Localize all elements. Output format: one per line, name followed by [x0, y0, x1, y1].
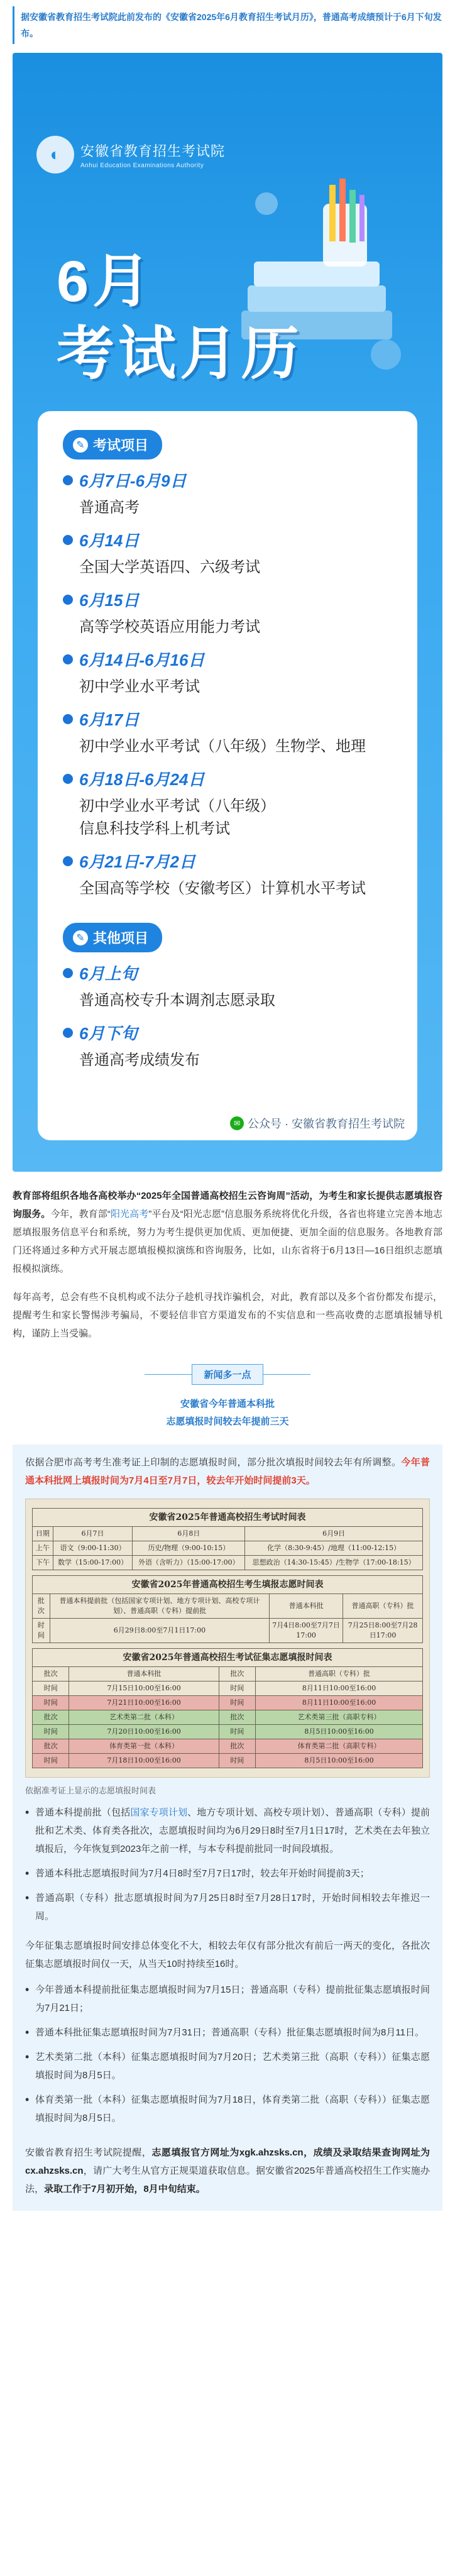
- exam-item: [63, 528, 398, 579]
- exam-desc: 普通高考: [79, 499, 140, 516]
- date-dot-icon: [63, 968, 73, 978]
- exam-item: [63, 468, 398, 519]
- paragraph-consult-week: 教育部将组织各地各高校举办“2025年全国普通高校招生云咨询周”活动，为考生和家长提供志愿填报咨询服务。今年，教育部“阳光高考”平台及“阳光志愿”信息服务系统将优化升级，各省也将建立完善本地志愿填报服务信息平台和系统，努力为考生提供更加优质、更加便捷、更加全面的信息服务。各地教育部门还将通过多种方式开展志愿填报模拟演练和咨询服务，比如，山东省将于6月13日—16日组织志愿填报模拟演练。: [13, 1191, 442, 1274]
- bullet-icon: •: [25, 2093, 30, 2106]
- volunteer-timetable: 安徽省2025年普通高校招生考生填报志愿时间表 批次 普通本科提前批（包括国家专项计划、地方专项计划、高校专项计划）、普通高职（专科）提前批 普通本科批 普通高职（专科）批 时间 6月29日8:00至7月1日17:00 7月4日8:00至7月7日17:00 7月25日8:00至7月28日17:00: [32, 1575, 423, 1643]
- date-dot-icon: [63, 1028, 73, 1038]
- other-desc: 普通高校专升本调剂志愿录取: [79, 992, 275, 1009]
- supplementary-intro: 今年征集志愿填报时间安排总体变化不大，相较去年仅有部分批次有前后一两天的变化，各批次征集志愿填报时间仅一天，从当天10时持续至16时。: [25, 1940, 430, 1969]
- exam-date: 6月21日-7月2日: [79, 852, 195, 871]
- org-name-en: Anhui Education Examinations Authority: [80, 162, 204, 169]
- other-list: [63, 961, 398, 1072]
- bullet-icon: •: [25, 2050, 30, 2063]
- bullet-icon: •: [25, 1891, 30, 1904]
- exam-desc: 全国大学英语四、六级考试: [79, 559, 260, 576]
- list-item: • 普通本科批征集志愿填报时间为7月31日；普通高职（专科）批征集志愿填报时间为8月11日。: [25, 2023, 430, 2042]
- exam-calendar-poster: [13, 53, 442, 1172]
- pen-icon: ✎: [73, 930, 88, 945]
- supplementary-timetable: 安徽省2025年普通高校招生考试征集志愿填报时间表 批次 普通本科批 批次 普通高职（专科）批 时间 7月15日10:00至16:00 时间 8月11日10:00至16:00 时间 7月21日10:00至16:00 时间 8月11日10:00至16:00 批次 艺术类第二批（本科） 批次 艺术类第三批（高职专科） 时间 7月20日10:00至16:00 时间 8月5日10:00至16:00 批次 体育类第一批（本科） 批次 体育类第二批（高职专科） 时间 7月18日10:00至16:00 时间 8月5日10:00至16:00: [32, 1648, 423, 1768]
- bullet-icon: •: [25, 1867, 30, 1880]
- exam-desc: 全国高等学校（安徽考区）计算机水平考试: [79, 880, 366, 897]
- intro-text: 据安徽省教育招生考试院此前发布的《安徽省2025年6月教育招生考试月历》，普通高考成绩预计于6月下旬发布。: [13, 6, 442, 44]
- exam-desc: 初中学业水平考试（八年级）生物学、地理: [79, 738, 366, 755]
- bullet-icon: •: [25, 2026, 30, 2039]
- pen-icon: ✎: [73, 438, 88, 453]
- intro: [0, 0, 455, 44]
- other-date: 6月下旬: [79, 1024, 138, 1043]
- final-reminder: 安徽省教育招生考试院提醒，志愿填报官方网址为xgk.ahzsks.cn，成绩及录取结果查询网址为cx.ahzsks.cn，请广大考生从官方正规渠道获取信息。据安徽省2025年普通高校招生工作实施办法，录取工作于7月初开始，8月中旬结束。: [25, 2147, 430, 2194]
- list-item: • 普通本科批志愿填报时间为7月4日8时至7月7日17时，较去年开始时间提前3天；: [25, 1864, 430, 1883]
- poster-month: 6月: [57, 250, 155, 314]
- exam-item: [63, 849, 398, 900]
- exam-list: [63, 468, 398, 900]
- list-item: • 体育类第一批（本科）征集志愿填报时间为7月18日，体育类第二批（高职（专科））征集志愿填报时间为8月5日。: [25, 2091, 430, 2127]
- date-dot-icon: [63, 714, 73, 724]
- exam-timetable: 安徽省2025年普通高校招生考试时间表 日期 6月7日 6月8日 6月9日 上午 语文（9:00-11:30） 历史/物理（9:00-10:15） 化学（8:30-9:45）/地理（11:00-12:15） 下午 数学（15:00-17:00） 外语（含听力）（15:00-17:00） 思想政治（14:30-15:45）/生物学（17:00-18:15）: [32, 1508, 423, 1570]
- other-item: [63, 961, 398, 1012]
- date-dot-icon: [63, 475, 73, 485]
- other-item: [63, 1021, 398, 1072]
- supplementary-list: [25, 1981, 430, 2127]
- exam-item: [63, 707, 398, 758]
- list-item: • 普通高职（专科）批志愿填报时间为7月25日8时至7月28日17时，开始时间相较去年推迟一周。: [25, 1889, 430, 1925]
- poster-title: 考试月历: [57, 322, 304, 386]
- photo-caption: 依据准考证上显示的志愿填报时间表: [25, 1786, 156, 1795]
- other-desc: 普通高考成绩发布: [79, 1052, 200, 1069]
- exam-desc: 初中学业水平考试（八年级）: [79, 798, 275, 815]
- notice-box: [13, 1445, 442, 2211]
- wechat-source: ✉ 公众号 · 安徽省教育招生考试院: [230, 1115, 405, 1131]
- exam-date: 6月17日: [79, 710, 140, 729]
- exam-date: 6月15日: [79, 591, 140, 610]
- list-item: • 艺术类第二批（本科）征集志愿填报时间为7月20日；艺术类第三批（高职（专科））征集志愿填报时间为8月5日。: [25, 2048, 430, 2084]
- national-program-link[interactable]: 国家专项计划: [130, 1807, 188, 1818]
- other-date: 6月上旬: [79, 964, 138, 983]
- exam-desc: 信息科技学科上机考试: [79, 820, 230, 837]
- notice-intro: 依据合肥市高考考生准考证上印制的志愿填报时间，部分批次填报时间较去年有所调整。今年普通本科批网上填报时间为7月4日至7月7日，较去年开始时间提前3天。: [25, 1457, 430, 1486]
- date-dot-icon: [63, 654, 73, 664]
- date-dot-icon: [63, 774, 73, 784]
- wechat-icon: ✉: [230, 1116, 244, 1130]
- exam-desc: 高等学校英语应用能力考试: [79, 619, 260, 636]
- org-brand: [36, 136, 225, 173]
- date-dot-icon: [63, 535, 73, 545]
- exam-date: 6月18日-6月24日: [79, 770, 205, 789]
- news-title: 安徽省今年普通本科批 志愿填报时间较去年提前三天: [166, 1399, 289, 1427]
- exam-date: 6月14日: [79, 531, 140, 550]
- section-badge-others: ✎ 其他项目: [63, 923, 162, 952]
- exam-desc: 初中学业水平考试: [79, 678, 200, 695]
- exam-item: [63, 647, 398, 698]
- list-item: • 今年普通本科提前批征集志愿填报时间为7月15日；普通高职（专科）提前批征集志愿填报时间为7月21日；: [25, 1981, 430, 2017]
- bullet-icon: •: [25, 1983, 30, 1996]
- date-dot-icon: [63, 595, 73, 605]
- sunshine-gaokao-link[interactable]: 阳光高考: [110, 1209, 149, 1219]
- news-more-tag: 新闻多一点: [0, 1364, 455, 1385]
- exam-date: 6月7日-6月9日: [79, 471, 187, 490]
- list-item: • 普通本科提前批（包括国家专项计划、地方专项计划、高校专项计划）、普通高职（专科）提前批和艺术类、体育类各批次，志愿填报时间均为6月29日8时至7月1日17时，艺术类在去年独立填报后，今年恢复到2023年之前一样，与本专科提前批同一时间段填报。: [25, 1803, 430, 1858]
- filling-time-list: [25, 1803, 430, 1925]
- exam-item: [63, 588, 398, 639]
- exam-item: [63, 767, 398, 840]
- paragraph-fraud-warning: 每年高考，总会有些不良机构或不法分子趁机寻找诈骗机会，对此，教育部以及多个省份都发布提示，提醒考生和家长警惕涉考骗局，不要轻信非官方渠道发布的不实信息和一些高收费的志愿填报辅导机构，谨防上当受骗。: [13, 1292, 442, 1339]
- bullet-icon: •: [25, 1806, 30, 1819]
- section-badge-exams: ✎ 考试项目: [63, 430, 162, 460]
- org-name-cn: 安徽省教育招生考试院: [80, 143, 226, 159]
- timetable-photo: [25, 1499, 430, 1778]
- calendar-card: [38, 411, 417, 1140]
- exam-date: 6月14日-6月16日: [79, 651, 205, 669]
- org-logo-icon: ◐: [36, 136, 74, 173]
- date-dot-icon: [63, 856, 73, 866]
